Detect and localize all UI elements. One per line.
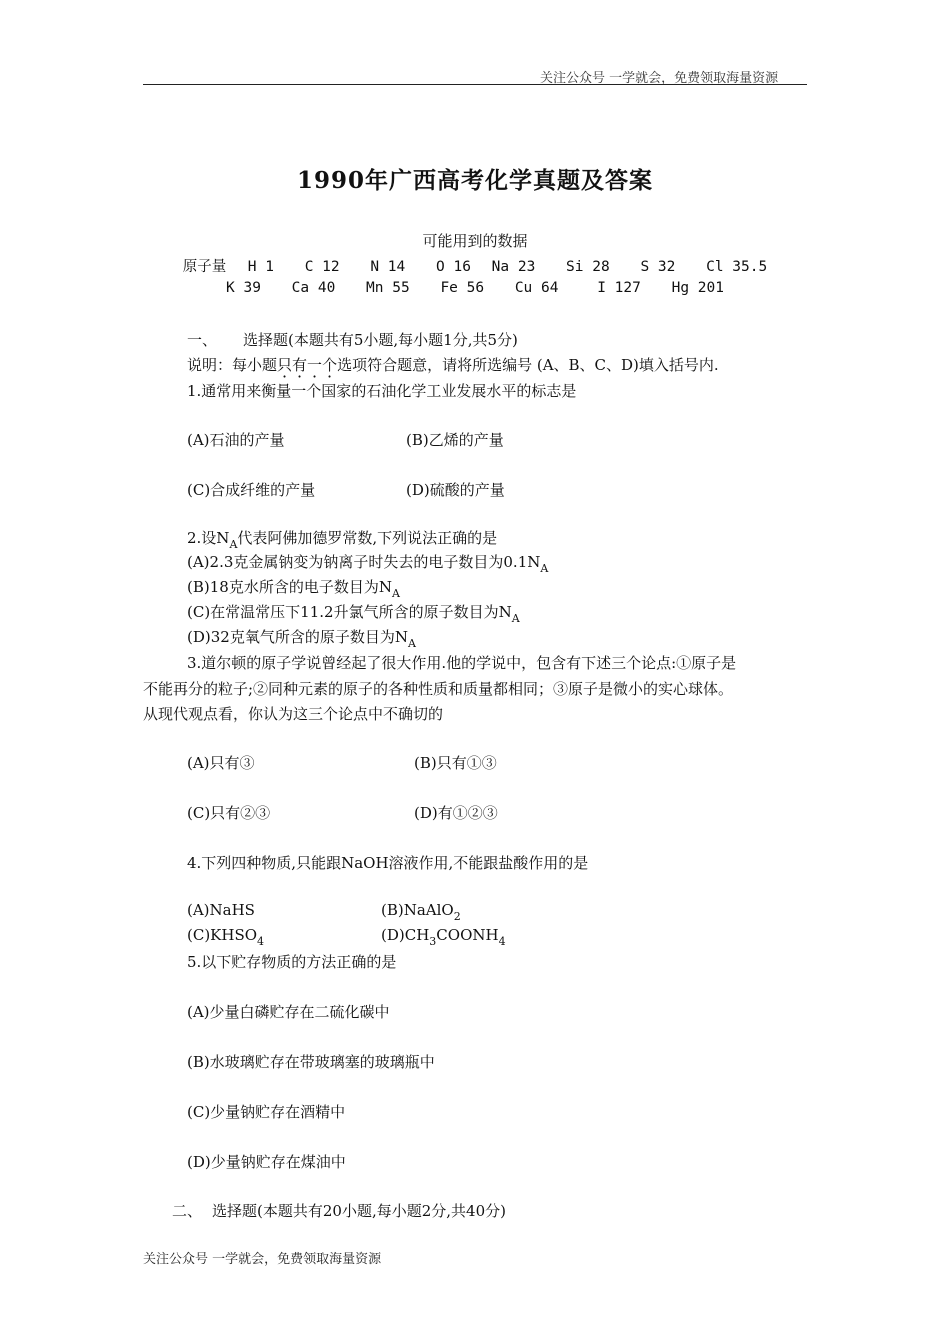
q5-option-a: (A)少量白磷贮存在二硫化碳中 (187, 1003, 390, 1021)
atomic-mass-row-2 (0, 280, 950, 296)
emph-char: 只 (277, 356, 293, 374)
atomic-mass-label: 原子量 (182, 259, 227, 275)
q2-d-text: (D)32克氧气所含的原子数目为N (187, 628, 408, 646)
q1-stem: 1.通常用来衡量一个国家的石油化学工业发展水平的标志是 (187, 382, 577, 400)
q2-option-d (187, 626, 416, 650)
q3-option-a: (A)只有③ (187, 754, 255, 772)
q2-a-text: (A)2.3克金属钠变为钠离子时失去的电子数目为0.1N (187, 553, 541, 571)
q2-option-b (187, 576, 400, 600)
emph-char: 一 (307, 356, 323, 374)
q4-option-a: (A)NaHS (187, 901, 255, 919)
q5-option-b: (B)水玻璃贮存在带玻璃塞的玻璃瓶中 (187, 1053, 435, 1071)
q4-c-text: (C)KHSO (187, 926, 258, 944)
q2-option-a (187, 551, 549, 575)
q2-stem (187, 527, 498, 551)
q1-option-b: (B)乙烯的产量 (406, 431, 504, 449)
q4-d-text-2: COONH (436, 926, 499, 944)
q2-b-text: (B)18克水所含的电子数目为N (187, 578, 392, 596)
q3-option-c: (C)只有②③ (187, 804, 271, 822)
mass-cu: Cu 64 (514, 280, 559, 296)
mass-k: K 39 (226, 280, 261, 296)
q2-stem-before: 2.设N (187, 529, 230, 547)
q4-option-c (187, 926, 265, 948)
mass-na: Na 23 (491, 259, 536, 275)
section-2-heading: 选择题(本题共有20小题,每小题2分,共40分) (212, 1202, 506, 1220)
page-footer-text: 关注公众号 一学就会，免费领取海量资源 (143, 1252, 382, 1267)
section-1-heading: 选择题(本题共有5小题,每小题1分,共5分) (243, 331, 518, 349)
q3-option-b: (B)只有①③ (414, 754, 497, 772)
mass-fe: Fe 56 (440, 280, 485, 296)
q4-option-d (381, 926, 506, 948)
mass-ca: Ca 40 (291, 280, 336, 296)
q2-c-text: (C)在常温常压下11.2升氯气所含的原子数目为N (187, 603, 512, 621)
q4-b-sub: 2 (453, 910, 461, 923)
q2-option-c (187, 601, 520, 625)
header-rule (143, 84, 807, 85)
q1-option-a: (A)石油的产量 (187, 431, 285, 449)
q4-d-text-1: (D)CH (381, 926, 430, 944)
q4-d-sub-2: 4 (498, 935, 506, 948)
mass-c: C 12 (304, 259, 340, 275)
page-title: 1990年广西高考化学真题及答案 (296, 167, 653, 194)
mass-hg: Hg 201 (671, 280, 724, 296)
mass-o: O 16 (436, 259, 471, 275)
note-before: 说明：每小题 (187, 356, 278, 374)
q5-option-d: (D)少量钠贮存在煤油中 (187, 1153, 346, 1171)
data-heading: 可能用到的数据 (422, 232, 528, 250)
emph-char: 有 (292, 356, 308, 374)
mass-si: Si 28 (566, 259, 610, 275)
q1-option-c: (C)合成纤维的产量 (187, 481, 316, 499)
q2-a-sub: A (540, 562, 549, 575)
mass-s: S 32 (640, 259, 676, 275)
mass-cl: Cl 35.5 (706, 259, 768, 275)
q2-stem-after: 代表阿佛加德罗常数,下列说法正确的是 (237, 529, 498, 547)
q4-b-text: (B)NaAlO (381, 901, 454, 919)
mass-h: H 1 (247, 259, 274, 275)
q4-stem: 4.下列四种物质,只能跟NaOH溶液作用,不能跟盐酸作用的是 (187, 854, 589, 872)
q2-d-sub: A (407, 637, 416, 650)
q2-c-sub: A (511, 612, 520, 625)
note-after: 选项符合题意，请将所选编号 (A、B、C、D)填入括号内. (337, 356, 719, 374)
q4-c-sub: 4 (257, 935, 265, 948)
q3-line-2: 不能再分的粒子;②同种元素的原子的各种性质和质量都相同；③原子是微小的实心球体。 (143, 680, 734, 698)
q5-option-c: (C)少量钠贮存在酒精中 (187, 1103, 346, 1121)
section-1-number: 一、 (187, 331, 218, 349)
q2-b-sub: A (391, 587, 400, 600)
q5-stem: 5.以下贮存物质的方法正确的是 (187, 953, 397, 971)
q3-line-1: 3.道尔顿的原子学说曾经起了很大作用.他的学说中，包含有下述三个论点:①原子是 (187, 654, 737, 672)
q2-stem-sub: A (229, 538, 238, 551)
q4-option-b (381, 901, 461, 923)
q1-option-d: (D)硫酸的产量 (406, 481, 505, 499)
mass-n: N 14 (370, 259, 406, 275)
section-1-note (187, 354, 719, 375)
q3-option-d: (D)有①②③ (414, 804, 498, 822)
q3-line-3: 从现代观点看，你认为这三个论点中不确切的 (143, 705, 444, 723)
note-emphasis (277, 356, 337, 374)
mass-mn: Mn 55 (366, 280, 410, 296)
page-header-text: 关注公众号 一学就会，免费领取海量资源 (540, 71, 779, 86)
section-2-number: 二、 (172, 1202, 203, 1220)
emph-char: 个 (322, 356, 338, 374)
mass-i: I 127 (597, 280, 641, 296)
q4-d-sub-1: 3 (429, 935, 437, 948)
atomic-mass-row-1 (0, 255, 950, 276)
